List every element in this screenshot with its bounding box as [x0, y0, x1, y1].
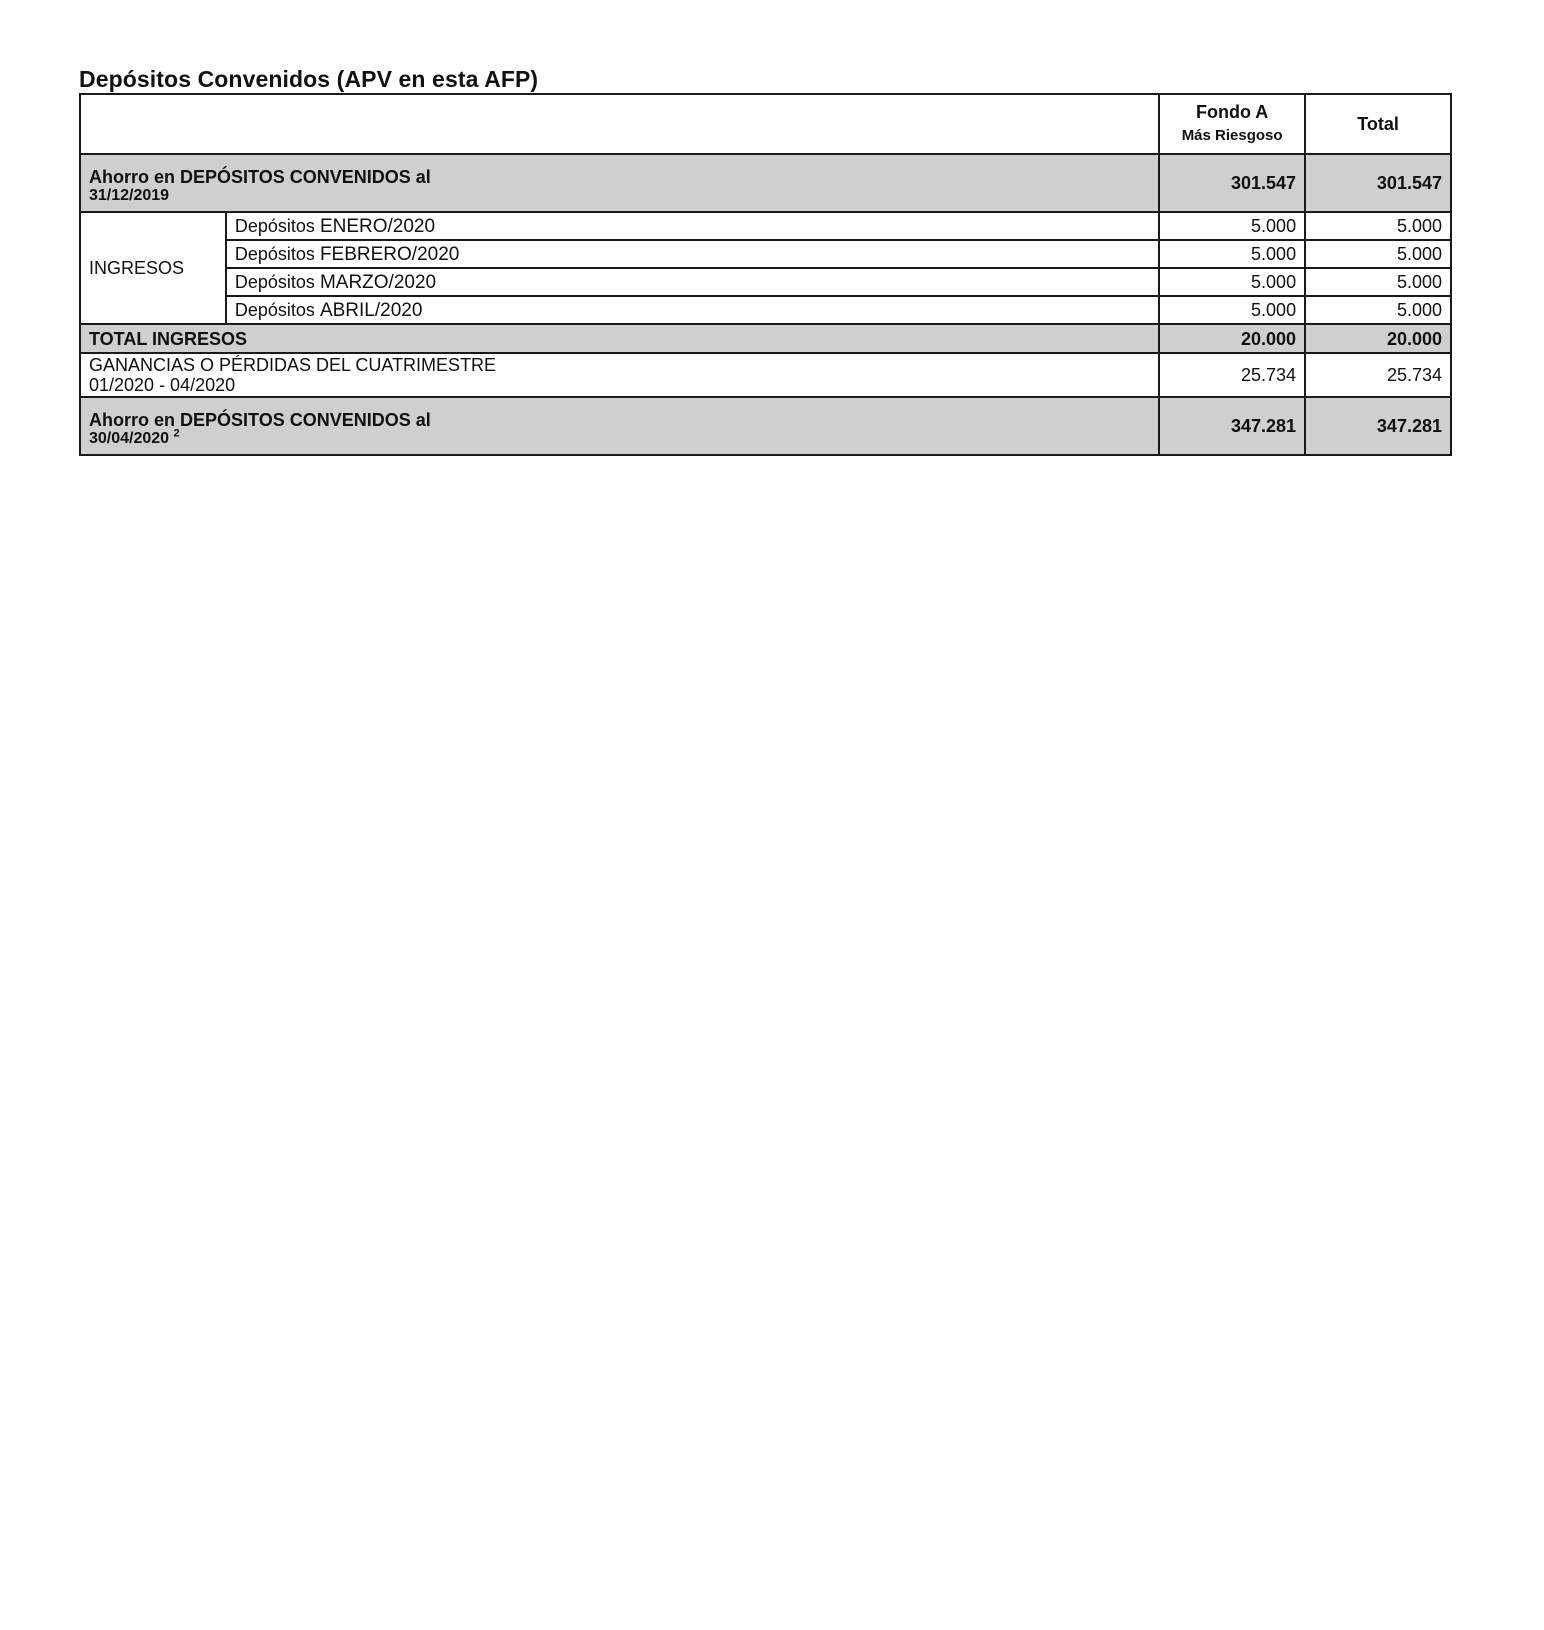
deposit-row: [80, 296, 1451, 324]
ganancias-label-cell: [80, 353, 1159, 397]
deposit-month: MARZO/2020: [319, 271, 437, 293]
footnote-marker: 2: [173, 427, 180, 440]
deposit-total: 5.000: [1305, 212, 1451, 240]
deposit-total: 5.000: [1305, 268, 1451, 296]
header-blank-cell: [80, 94, 1159, 154]
closing-balance-row: [80, 397, 1451, 455]
deposits-table: [79, 93, 1452, 456]
deposit-description: [226, 268, 1159, 296]
deposit-total: 5.000: [1305, 240, 1451, 268]
deposit-word: Depósitos: [234, 271, 315, 292]
deposit-month: FEBRERO/2020: [319, 243, 460, 265]
fund-name: Fondo A: [1195, 102, 1269, 122]
ganancias-total: 25.734: [1305, 353, 1451, 397]
ganancias-fund-a: 25.734: [1159, 353, 1305, 397]
opening-balance-row: [80, 154, 1451, 212]
deposit-word: Depósitos: [234, 299, 315, 320]
total-ingresos-total: 20.000: [1305, 324, 1451, 353]
closing-balance-label: [80, 397, 1159, 455]
closing-balance-date: 30/04/2020: [89, 430, 170, 447]
ganancias-label: GANANCIAS O PÉRDIDAS DEL CUATRIMESTRE: [89, 355, 497, 375]
deposit-month: ENERO/2020: [319, 215, 436, 237]
closing-balance-text: Ahorro en DEPÓSITOS CONVENIDOS al: [89, 410, 431, 430]
deposit-row: [80, 240, 1451, 268]
deposit-row: [80, 212, 1451, 240]
closing-balance-date-line: [89, 427, 1150, 448]
closing-balance-fund-a: 347.281: [1159, 397, 1305, 455]
total-ingresos-label: TOTAL INGRESOS: [80, 324, 1159, 353]
opening-balance-text: Ahorro en DEPÓSITOS CONVENIDOS al: [89, 167, 431, 187]
page-title: Depósitos Convenidos (APV en esta AFP): [79, 66, 539, 92]
deposit-fund-a: 5.000: [1159, 240, 1305, 268]
deposit-total: 5.000: [1305, 296, 1451, 324]
total-ingresos-row: [80, 324, 1451, 353]
ingresos-label: INGRESOS: [80, 212, 226, 324]
opening-balance-fund-a: 301.547: [1159, 154, 1305, 212]
deposit-fund-a: 5.000: [1159, 268, 1305, 296]
total-ingresos-fund-a: 20.000: [1159, 324, 1305, 353]
ganancias-period: 01/2020 - 04/2020: [89, 375, 236, 395]
deposit-description: [226, 240, 1159, 268]
deposit-fund-a: 5.000: [1159, 212, 1305, 240]
deposit-description: [226, 296, 1159, 324]
deposit-word: Depósitos: [234, 215, 315, 236]
deposit-fund-a: 5.000: [1159, 296, 1305, 324]
opening-balance-label: [80, 154, 1159, 212]
header-total: Total: [1305, 94, 1451, 154]
fund-subtitle: Más Riesgoso: [1181, 127, 1283, 144]
deposit-row: [80, 268, 1451, 296]
opening-balance-date: 31/12/2019: [89, 187, 170, 204]
table-header-row: [80, 94, 1451, 154]
closing-balance-total: 347.281: [1305, 397, 1451, 455]
deposit-description: [226, 212, 1159, 240]
deposit-month: ABRIL/2020: [319, 299, 423, 321]
deposit-word: Depósitos: [234, 243, 315, 264]
header-fund-a: [1159, 94, 1305, 154]
opening-balance-total: 301.547: [1305, 154, 1451, 212]
ganancias-row: [80, 353, 1451, 397]
